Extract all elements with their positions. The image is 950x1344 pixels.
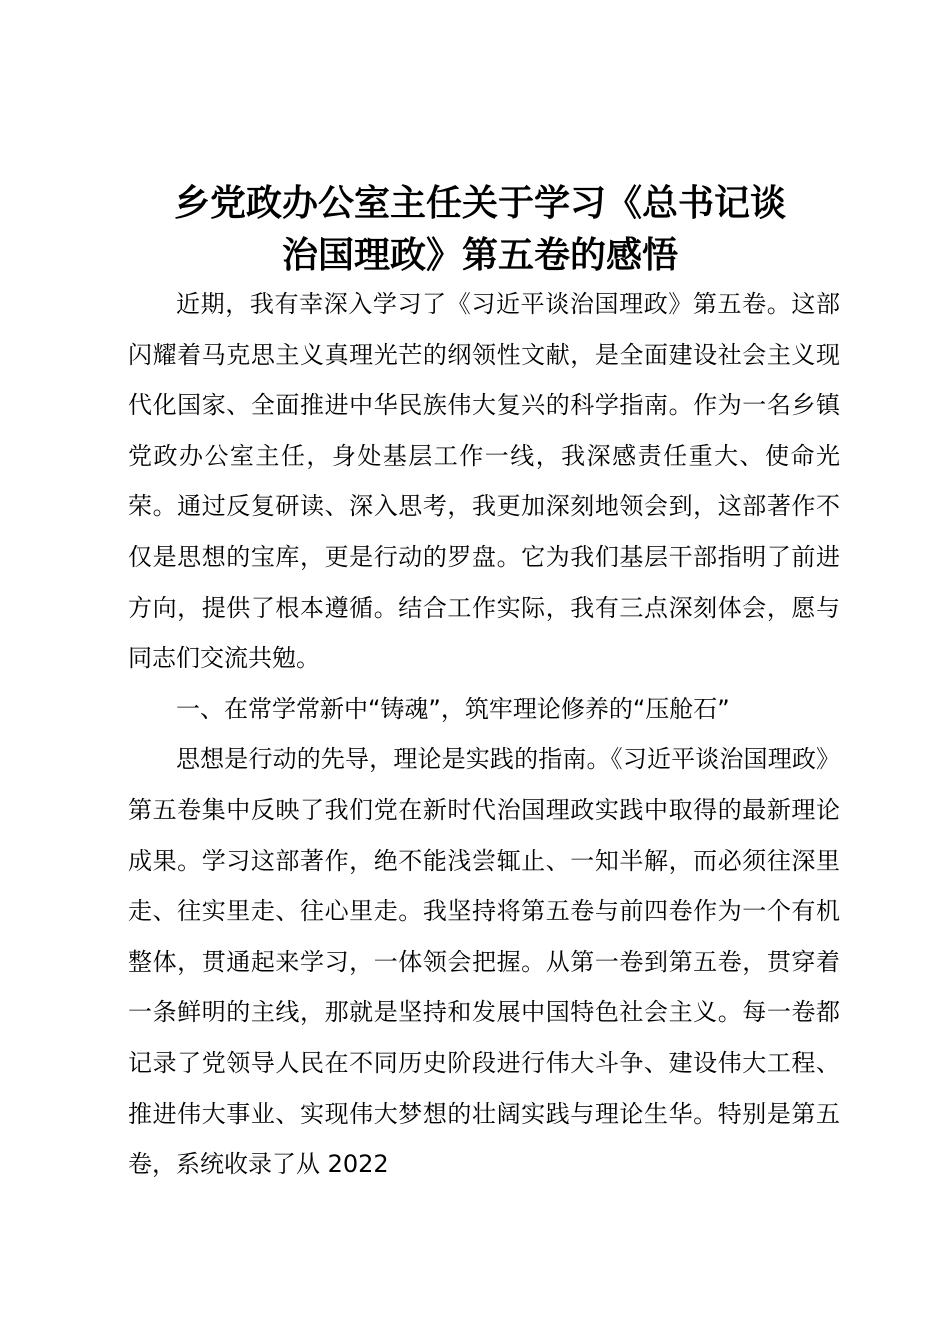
document-body — [128, 279, 840, 1190]
title-line-1: 乡党政办公室主任关于学习《总书记谈 — [173, 183, 786, 224]
section-paragraph: 思想是行动的先导，理论是实践的指南。《习近平谈治国理政》第五卷集中反映了我们党在新时代治国理政实践中取得的最新理论成果。学习这部著作，绝不能浅尝辄止、一知半解，而必须往深里走、往实里走、往心里走。我坚持将第五卷与前四卷作为一个有机整体，贯通起来学习，一体领会把握。从第一卷到第五卷，贯穿着一条鲜明的主线，那就是坚持和发展中国特色社会主义。每一卷都记录了党领导人民在不同历史阶段进行伟大斗争、建设伟大工程、推进伟大事业、实现伟大梦想的壮阔实践与理论生华。特别是第五卷，系统收录了从 2022 — [128, 745, 840, 1179]
document-title — [110, 178, 850, 282]
title-line-2: 治国理政》第五卷的感悟 — [281, 235, 678, 276]
section-heading: 一、在常学常新中“铸魂”，筑牢理论修养的“压舱石” — [176, 694, 730, 723]
intro-paragraph: 近期，我有幸深入学习了《习近平谈治国理政》第五卷。这部闪耀着马克思主义真理光芒的纲领性文献，是全面建设社会主义现代化国家、全面推进中华民族伟大复兴的科学指南。作为一名乡镇党政办公室主任，身处基层工作一线，我深感责任重大、使命光荣。通过反复研读、深入思考，我更加深刻地领会到，这部著作不仅是思想的宝库，更是行动的罗盘。它为我们基层干部指明了前进方向，提供了根本遵循。结合工作实际，我有三点深刻体会，愿与同志们交流共勉。 — [128, 290, 840, 673]
